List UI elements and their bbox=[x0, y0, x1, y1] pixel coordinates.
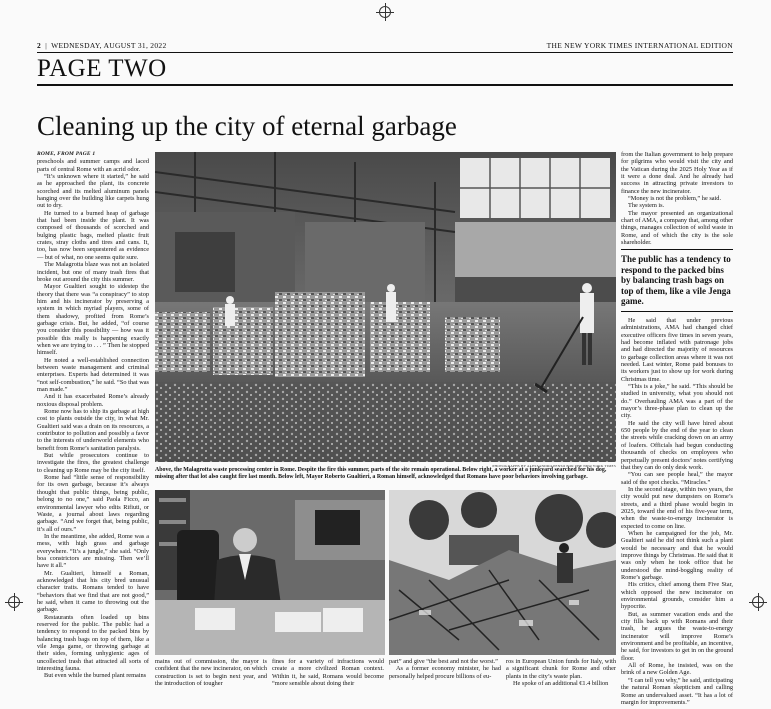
registration-mark-top bbox=[379, 6, 391, 18]
paragraph: As a former economy minister, he had personally helped procure billions of eu- bbox=[389, 665, 501, 680]
article-column-5 bbox=[506, 658, 616, 707]
paragraph: But while prosecutors continue to investigate the fires, the greatest challenge to cleaning up Rome may be the city itself. bbox=[37, 452, 149, 474]
page-number: 2 bbox=[37, 41, 42, 50]
paragraph: “Money is not the problem,” he said. bbox=[628, 195, 722, 203]
paragraph: part” and give “the best and not the worst.” bbox=[389, 658, 498, 665]
paragraph: “I can tell you why,” he said, anticipating the natural Roman skepticism and calling Rome an undervalued asset. “It has a lot of margin for improvements.” bbox=[621, 676, 733, 706]
paragraph: When he campaigned for the job, Mr. Gualtieri said he did not think such a plant would be necessary and that he would improve things by Christmas. He said that it was only when he took office that he understood the mind-boggling reality of Rome’s garbage. bbox=[621, 529, 733, 581]
article-column-1 bbox=[37, 151, 149, 707]
article-column-4 bbox=[389, 658, 501, 707]
paragraph: But even while the burned plant remains bbox=[44, 672, 147, 680]
mayor-photo-image bbox=[155, 490, 385, 655]
kicker: ROME, FROM PAGE 1 bbox=[37, 151, 96, 157]
article-column-6 bbox=[621, 151, 733, 707]
paragraph: The Malagrotta blaze was not an isolated incident, but one of many trash fires that broke out around the city this summer. bbox=[37, 261, 149, 283]
paragraph: All of Rome, he insisted, was on the brink of a new Golden Age. bbox=[621, 662, 733, 677]
article-column-3 bbox=[272, 658, 384, 707]
photo-caption: Above, the Malagrotta waste processing center in Rome. Despite the fire this summer, parts of the site remain operational. Below right, a worker at a junkyard searched for his dog, missing after that lot also caught fire last month. Below left, Mayor Roberto Gualtieri, a Roman himself, acknowledged that Romans have poor behaviors involving garbage. bbox=[155, 467, 607, 480]
photo-waste-plant bbox=[155, 152, 616, 462]
paragraph: Restaurants often loaded up bins reserved for the public. The public had a tendency to respond to the packed bins by balancing trash bags on top of them, like a vile Jenga game, or throwing garbage at their sides, forming unhygienic ages of uncollected trash that attracted all sorts of interesting fauna. bbox=[37, 613, 149, 673]
paragraph: But, as summer vacation ends and the city fills back up with Romans and their trash, he argues the waste-to-energy incinerator will improve Rome’s environment and be profitable, an incentive, he said, for investors to get in on the ground floor. bbox=[621, 610, 733, 662]
paragraph: The system is. bbox=[628, 202, 665, 210]
paragraph: “This is a joke,” he said. “This should be studied in university, what you should not do.” Overhauling AMA was a part of the mayor’s three-phase plan to clean up the city. bbox=[621, 383, 733, 420]
paragraph: The mayor presented an organizational chart of AMA, a company that, among other things, manages collection of solid waste in Rome, and of which the city is the sole shareholder. bbox=[621, 209, 733, 247]
paragraph: Rome now has to ship its garbage at high cost to plants outside the city, in what Mr. Gualtieri said was a drain on its resources, a contributor to pollution and possibly a favor to the interests of underworld elements who benefit from Rome’s sanitation paralysis. bbox=[37, 408, 149, 452]
photo-mayor bbox=[155, 490, 385, 655]
headline: Cleaning up the city of eternal garbage bbox=[37, 111, 457, 141]
paragraph: He said that under previous administrations, AMA had changed chief executive officers five times in seven years, had become inflated with patronage jobs and had directed the majority of resources to garbage collection areas where it was not needed. Last winter, Rome paid bonuses to its workers just to show up for work during Christmas time. bbox=[621, 316, 733, 383]
junkyard-photo-image bbox=[389, 490, 616, 655]
section-title: PAGE TWO bbox=[37, 55, 167, 82]
folio-rule bbox=[37, 52, 733, 53]
paragraph: mains out of commission, the mayor is confident that the new incinerator, on which construction is set to begin next year, and the introduction of tougher bbox=[155, 658, 267, 688]
photo-junkyard bbox=[389, 490, 616, 655]
registration-mark-left bbox=[8, 596, 20, 608]
folio-date: WEDNESDAY, AUGUST 31, 2022 bbox=[51, 41, 167, 50]
paragraph: He spoke of an additional €1.4 billion bbox=[513, 680, 609, 688]
paragraph: Rome had “little sense of responsibility for its own garbage, because it’s always thought that public things, being public, belong to no one,” said Paola Ficco, an environmental lawyer who edits Rifiuti, or Waste, a journal about laws regarding garbage. “And we forget that, being public, it’s all of ours.” bbox=[37, 474, 149, 533]
registration-mark-right bbox=[752, 596, 764, 608]
paragraph: ros in European Union funds for Italy, with a significant chunk for Rome and other plants in the city’s waste plan. bbox=[506, 658, 616, 680]
paragraph: Mr. Gualtieri, himself a Roman, acknowledged that his city bred unusual character traits. Romans tended to have “behaviors that we find that are not good,” he said, when it came to throwing out the garbage. bbox=[37, 569, 149, 614]
paragraph: preschools and summer camps and laced parts of central Rome with an acrid odor. bbox=[37, 158, 149, 173]
paragraph: And it has exacerbated Rome’s already noxious disposal problem. bbox=[37, 393, 149, 408]
folio-edition: THE NEW YORK TIMES INTERNATIONAL EDITION bbox=[546, 41, 733, 50]
paragraph: In the meantime, she added, Rome was a mess, with high grass and garbage everywhere. “It’s a jungle,” she said. “Only boa constrictors are missing. Then we’ll have it all.” bbox=[37, 532, 149, 570]
paragraph: Mayor Gualtieri sought to sidestep the theory that there was “a conspiracy” to stop him and his incinerator by preserving a system in which myriad players, some of them shadowy, profited from Rome’s garbage crisis. But, he added, “of course you consider this possibility — how was it possible this really is happening exactly when we are trying to . . . ” Then he stopped himself. bbox=[37, 283, 149, 357]
paragraph: He noted a well-established connection between waste management and criminal enterprises. Experts had determined it was “not self-combustion,” he said. “So that was man made.” bbox=[37, 356, 149, 393]
waste-plant-photo-image bbox=[155, 152, 616, 462]
article-column-2 bbox=[155, 658, 267, 707]
paragraph: His critics, chief among them Five Star, which opposed the new incinerator on environmental grounds, consider him a hypocrite. bbox=[621, 581, 733, 611]
paragraph: from the Italian government to help prepare for pilgrims who would visit the city and the Vatican during the 2025 Holy Year as if it were a done deal. And he already had success in attracting private investors to finance the new incinerator. bbox=[621, 151, 733, 195]
paragraph: He said the city will have hired about 650 people by the end of the year to clean the streets while cracking down on an army of loafers. Officials had begun conducting thousands of checks on employees who perpetually present doctors’ notes certifying that they can do only desk work. bbox=[621, 419, 733, 471]
paragraph: In the second stage, within two years, the city would put new dumpsters on Rome’s streets, and a third phase would begin in 2025, toward the end of his five-year term, when the waste-to-energy incinerator is expected to come on line. bbox=[621, 485, 733, 530]
pull-quote: The public has a tendency to respond to the packed bins by balancing trash bags on top of them, like a vile Jenga game. bbox=[621, 249, 733, 312]
paragraph: “You can see people heal,” the mayor said of the spot checks. “Miracles.” bbox=[621, 471, 733, 486]
section-rule bbox=[37, 84, 733, 86]
paragraph: “It’s unknown where it started,” he said as he approached the plant, its concrete scorched and its melted aluminum panels hanging over the building like carpets hung out to dry. bbox=[37, 173, 149, 210]
paragraph: fines for a variety of infractions would create a more civilized Roman context. Within it, he said, Romans would become “more sensible about doing their bbox=[272, 658, 384, 688]
photo-credit: PHOTOGRAPHS BY ALESSANDRO PENSO FOR THE NEW YORK TIMES bbox=[492, 464, 616, 468]
paragraph: He turned to a burned heap of garbage that had been inside the plant. It was composed of thousands of scorched and bulging plastic bags, melted plastic fruit crates, stray cloths and tires and cans. It, too, has now been sequestered as evidence — but of what, no one seems quite sure. bbox=[37, 209, 149, 261]
